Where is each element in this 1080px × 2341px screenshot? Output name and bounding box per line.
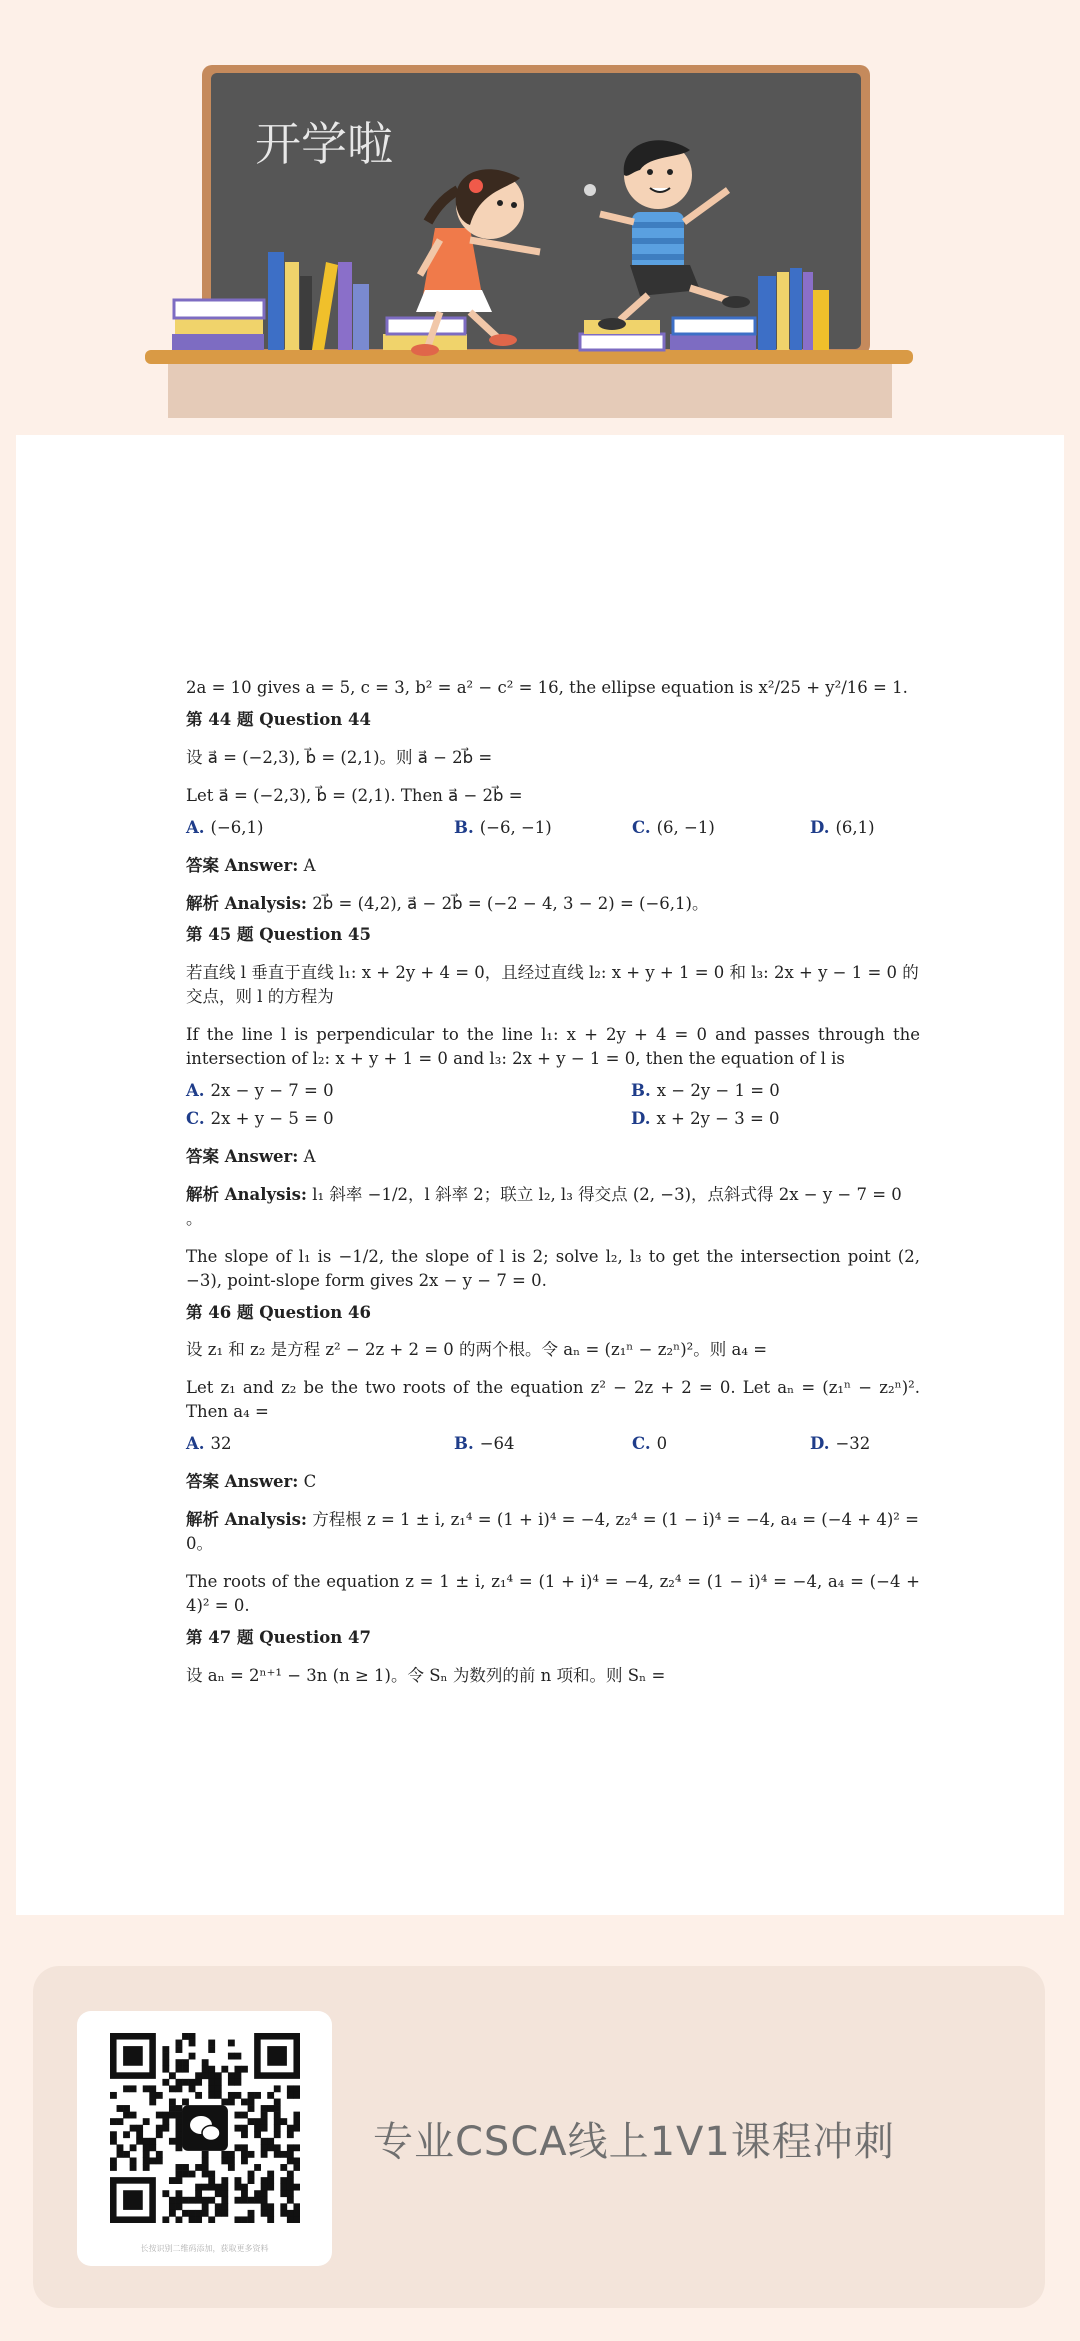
question-title-en: Question 47 xyxy=(259,1627,371,1647)
options-row xyxy=(186,1432,920,1456)
option-d: D. −32 xyxy=(810,1434,871,1454)
question-stem-cn: 设 aₙ = 2ⁿ⁺¹ − 3n (n ≥ 1)。令 Sₙ 为数列的前 n 项和。则 Sₙ = xyxy=(186,1665,666,1685)
question-stem-en: Let a⃗ = (−2,3), b⃗ = (2,1). Then a⃗ − 2b⃗ = xyxy=(186,785,523,805)
q43-analysis-tail: 2a = 10 gives a = 5, c = 3, b² = a² − c² = 16, the ellipse equation is x²/25 + y²/16 = 1. xyxy=(186,678,908,697)
promo-text: 专业CSCA线上1V1课程冲刺 xyxy=(373,2119,895,2165)
analysis-line: 解析 Analysis: 方程根 z = 1 ± i, z₁⁴ = (1 + i)⁴ = −4, z₂⁴ = (1 − i)⁴ = −4, a₄ = (−4 + 4)² = 0。 xyxy=(186,1510,919,1553)
option-a: A. (−6,1) xyxy=(186,817,264,837)
options-row xyxy=(186,816,920,840)
question-title-cn: 第 46 题 xyxy=(186,1302,254,1322)
option-c: C. (6, −1) xyxy=(632,817,715,837)
analysis-line: 解析 Analysis: 2b⃗ = (4,2), a⃗ − 2b⃗ = (−2 − 4, 3 − 2) = (−6,1)。 xyxy=(186,893,709,913)
question-title xyxy=(186,1626,920,1650)
question-stem-cn: 若直线 l 垂直于直线 l₁: x + 2y + 4 = 0，且经过直线 l₂: x + y + 1 = 0 和 l₃: 2x + y − 1 = 0 的交点，则 l 的方程为 xyxy=(186,963,919,1007)
options-grid xyxy=(186,1079,920,1131)
question-stem-cn: 设 z₁ 和 z₂ 是方程 z² − 2z + 2 = 0 的两个根。令 aₙ = (z₁ⁿ − z₂ⁿ)²。则 a₄ = xyxy=(186,1340,768,1360)
qr-code[interactable] xyxy=(110,2033,300,2223)
question-stem-en: Let z₁ and z₂ be the two roots of the equation z² − 2z + 2 = 0. Let aₙ = (z₁ⁿ − z₂ⁿ)². Then a₄ = xyxy=(186,1378,920,1422)
question-title xyxy=(186,923,920,947)
option-d: D. x + 2y − 3 = 0 xyxy=(631,1108,780,1128)
option-b: B. −64 xyxy=(454,1434,515,1454)
answer-line: 答案 Answer: A xyxy=(186,855,316,875)
question-title-en: Question 45 xyxy=(259,925,371,945)
option-a: A. 32 xyxy=(186,1434,232,1454)
qr-caption: 长按识别二维码添加，获取更多资料 xyxy=(140,2244,269,2253)
option-a: A. 2x − y − 7 = 0 xyxy=(186,1081,334,1101)
chalk-text: 开学啦 xyxy=(255,117,393,171)
option-b: B. x − 2y − 1 = 0 xyxy=(631,1081,780,1101)
analysis-en: The roots of the equation z = 1 ± i, z₁⁴ = (1 + i)⁴ = −4, z₂⁴ = (1 − i)⁴ = −4, a₄ = (−4 + 4)² = 0. xyxy=(186,1571,920,1615)
analysis-en: The slope of l₁ is −1/2, the slope of l is 2; solve l₂, l₃ to get the intersection point (2, −3), point-slope form gives 2x − y − 7 = 0. xyxy=(186,1246,920,1290)
header-illustration xyxy=(0,0,1080,430)
question-title-cn: 第 44 题 xyxy=(186,709,254,729)
question-title xyxy=(186,1301,920,1325)
option-d: D. (6,1) xyxy=(810,817,875,837)
promo-footer xyxy=(33,1966,1045,2308)
question-stem-cn: 设 a⃗ = (−2,3), b⃗ = (2,1)。则 a⃗ − 2b⃗ = xyxy=(186,747,493,767)
question-title-en: Question 46 xyxy=(259,1302,371,1322)
question-title xyxy=(186,708,920,732)
option-c: C. 2x + y − 5 = 0 xyxy=(186,1108,334,1128)
question-title-cn: 第 45 题 xyxy=(186,925,254,945)
option-b: B. (−6, −1) xyxy=(454,817,552,837)
paper-ball xyxy=(584,184,596,196)
board-ledge xyxy=(145,350,913,364)
question-title-cn: 第 47 题 xyxy=(186,1627,254,1647)
answer-line: 答案 Answer: C xyxy=(186,1472,317,1492)
analysis-line: 解析 Analysis: l₁ 斜率 −1/2，l 斜率 2；联立 l₂, l₃ 得交点 (2, −3)，点斜式得 2x − y − 7 = 0 。 xyxy=(186,1184,902,1228)
qr-card[interactable] xyxy=(77,2011,332,2266)
question-content xyxy=(186,676,920,1702)
question-title-en: Question 44 xyxy=(259,709,371,729)
question-stem-en: If the line l is perpendicular to the line l₁: x + 2y + 4 = 0 and passes through the intersection of l₂: x + y + 1 = 0 and l₃: 2x + y − 1 = 0, then the equation of l is xyxy=(186,1025,920,1069)
answer-line: 答案 Answer: A xyxy=(186,1146,316,1166)
option-c: C. 0 xyxy=(632,1434,668,1454)
